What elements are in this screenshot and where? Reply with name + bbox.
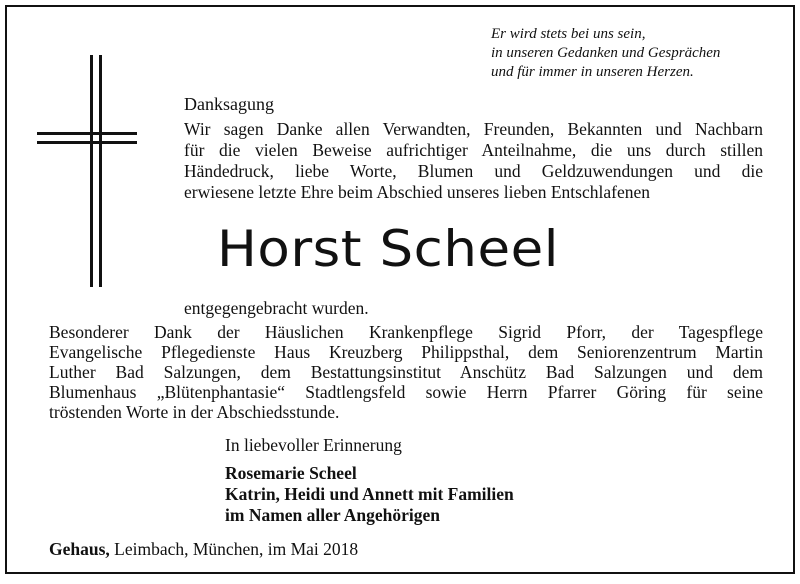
- intro-line: Händedruck, liebe Worte, Blumen und Geldzuwendungen und die: [184, 161, 763, 181]
- motto-line: in unseren Gedanken und Gesprächen: [491, 45, 721, 61]
- motto-line: Er wird stets bei uns sein,: [491, 26, 646, 42]
- place-town: Gehaus,: [49, 539, 110, 559]
- special-thanks-paragraph: [49, 322, 763, 422]
- motto-verse: [491, 25, 720, 82]
- thanks-line: tröstenden Worte in der Abschiedsstunde.: [49, 402, 340, 422]
- cross-icon: [37, 55, 137, 295]
- signer-relatives: im Namen aller Angehörigen: [225, 505, 441, 525]
- place-rest: Leimbach, München, im Mai 2018: [109, 539, 359, 559]
- intro-continuation: entgegengebracht wurden.: [184, 298, 369, 318]
- signer-families: Katrin, Heidi und Annett mit Familien: [225, 484, 514, 504]
- intro-line: Wir sagen Danke allen Verwandten, Freunden, Bekannten und Nachbarn: [184, 119, 763, 139]
- signer-name: Rosemarie Scheel: [225, 463, 357, 483]
- memory-line: In liebevoller Erinnerung: [225, 435, 402, 455]
- obituary-notice: [5, 5, 795, 574]
- signers-block: [225, 463, 514, 526]
- place-date-line: [49, 539, 358, 560]
- deceased-name: Horst Scheel: [217, 220, 559, 278]
- intro-line: erwiesene letzte Ehre beim Abschied unseres lieben Entschlafenen: [184, 182, 650, 202]
- intro-paragraph: [184, 119, 763, 203]
- heading-danksagung: Danksagung: [184, 94, 274, 114]
- intro-line: für die vielen Beweise aufrichtiger Anteilnahme, die uns durch stillen: [184, 140, 763, 160]
- thanks-line: Evangelische Pflegedienste Haus Kreuzberg Philippsthal, dem Seniorenzentrum Martin: [49, 342, 763, 362]
- motto-line: und für immer in unseren Herzen.: [491, 64, 694, 80]
- thanks-line: Blumenhaus „Blütenphantasie“ Stadtlengsfeld sowie Herrn Pfarrer Göring für seine: [49, 382, 763, 402]
- thanks-line: Besonderer Dank der Häuslichen Krankenpflege Sigrid Pforr, der Tagespflege: [49, 322, 763, 342]
- thanks-line: Luther Bad Salzungen, dem Bestattungsinstitut Anschütz Bad Salzungen und dem: [49, 362, 763, 382]
